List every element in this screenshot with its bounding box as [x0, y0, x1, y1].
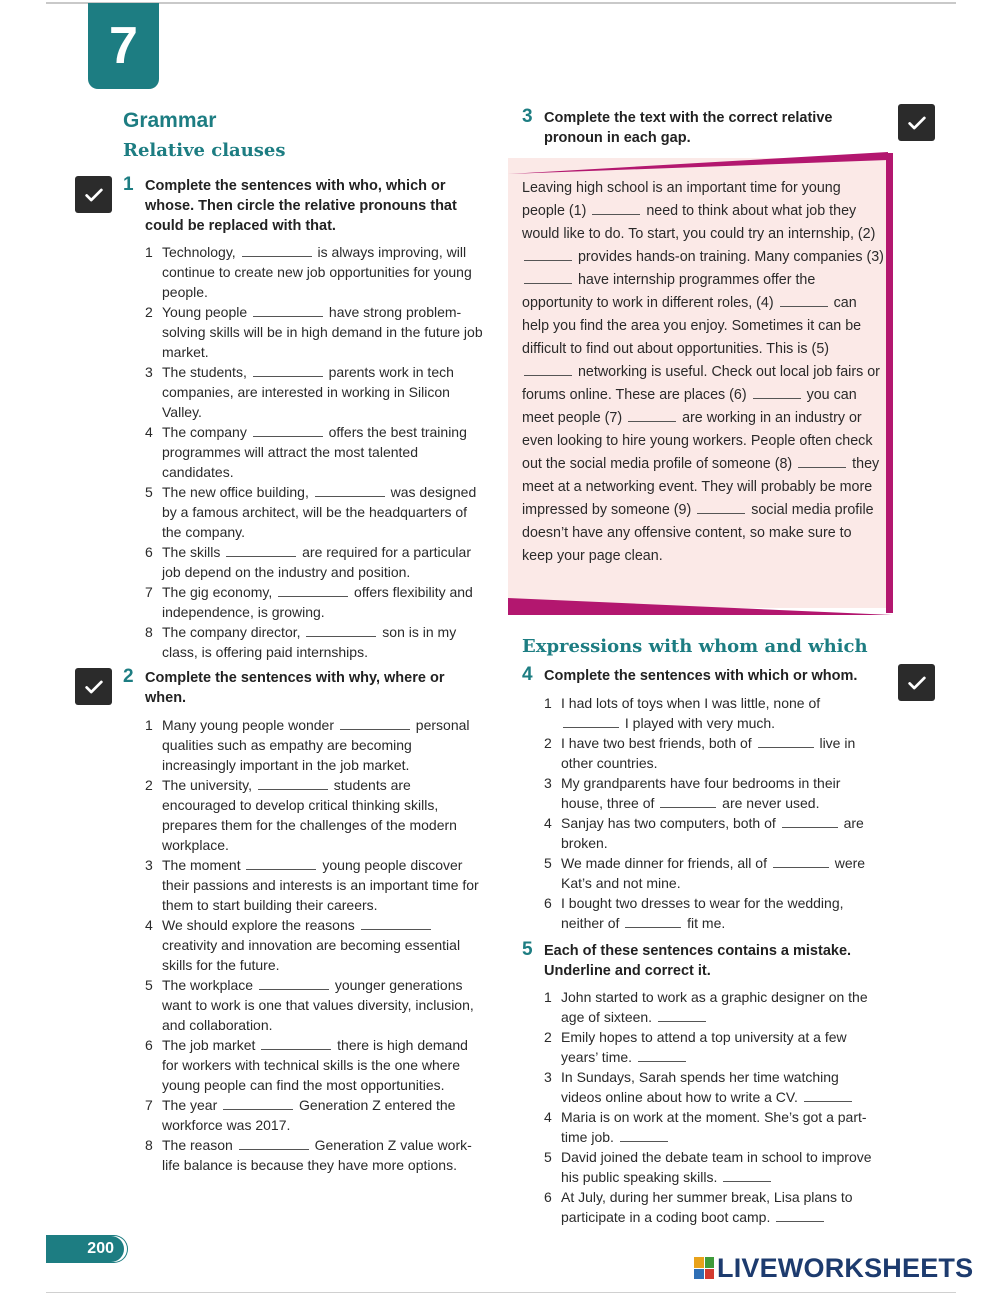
ex3-gap-blank[interactable] [524, 248, 572, 261]
ex2-item-text: Generation Z entered the workforce was 2017. [162, 1097, 456, 1133]
ex4-item-text: We made dinner for friends, all of [561, 855, 771, 871]
ex2-item-number: 7 [145, 1097, 153, 1113]
ex2-item-number: 5 [145, 977, 153, 993]
ex2-item-text: The year [162, 1097, 222, 1113]
ex3-passage-text: networking is useful. Check out local job fairs or forums online. These are places (6) [522, 364, 880, 403]
ex1-item-number: 7 [145, 584, 153, 600]
ex3-gap-blank[interactable] [524, 271, 572, 284]
ex5-item-text: In Sundays, Sarah spends her time watching videos online about how to write a CV. [561, 1069, 839, 1105]
ex2-item [145, 1135, 480, 1175]
ex4-answer-blank[interactable] [625, 915, 681, 928]
ex1-item-number: 3 [145, 364, 153, 380]
ex4-item-text: were Kat’s and not mine. [561, 855, 866, 891]
ex2-answer-blank[interactable] [340, 717, 410, 730]
ex3-passage-text: are working in an industry or even looking to hire young workers. People often check out the social media profile of someone (8) [522, 410, 873, 472]
ex2-item-number: 1 [145, 717, 153, 733]
ex4-instruction: Complete the sentences with which or whom. [544, 668, 858, 684]
ex1-item-number: 4 [145, 424, 153, 440]
ex5-answer-blank[interactable] [723, 1169, 771, 1182]
ex2-item [145, 1035, 480, 1095]
ex5-item [544, 987, 879, 1027]
ex5-item-text: Maria is on work at the moment. She’s got a part-time job. [561, 1109, 867, 1145]
ex5-item-text: Emily hopes to attend a top university at a few years’ time. [561, 1029, 847, 1065]
ex2-answer-blank[interactable] [261, 1037, 331, 1050]
ex1-item [145, 482, 485, 542]
ex1-list [145, 242, 485, 662]
ex1-answer-blank[interactable] [306, 624, 376, 637]
ex1-item-text: offers flexibility and independence, is growing. [162, 584, 473, 620]
ex1-instruction: Complete the sentences with who, which or whose. Then circle the relative pronouns that could be replaced with that. [145, 178, 457, 234]
ex1-item [145, 422, 485, 482]
ex4-item [544, 773, 879, 813]
ex1-item-text: The company director, [162, 624, 305, 640]
ex1-item-text: The company [162, 424, 251, 440]
ex2-item-text: younger generations want to work is one that values diversity, inclusion, and collaboration. [162, 977, 474, 1033]
ex1-answer-blank[interactable] [226, 544, 296, 557]
ex2-item-text: personal qualities such as empathy are becoming increasingly important in the job market. [162, 717, 470, 773]
ex2-item [145, 1095, 480, 1135]
ex2-item-number: 2 [145, 777, 153, 793]
ex2-item-text: The moment [162, 857, 245, 873]
ex2-item [145, 915, 480, 975]
ex5-answer-blank[interactable] [638, 1049, 686, 1062]
ex3-passage-text: have internship programmes offer the opportunity to work in different roles, (4) [522, 272, 816, 311]
ex2-item-number: 8 [145, 1137, 153, 1153]
ex3-instruction: Complete the text with the correct relative pronoun in each gap. [544, 110, 833, 146]
ex4-item-number: 1 [544, 695, 552, 711]
ex2-answer-blank[interactable] [239, 1137, 309, 1150]
ex1-item-text: son is in my class, is offering paid internships. [162, 624, 457, 660]
text-box-side-accent [886, 153, 893, 613]
section-subtitle-expressions: Expressions with whom and which [522, 636, 868, 657]
ex4-answer-blank[interactable] [660, 795, 716, 808]
ex3-passage-text: provides hands-on training. Many companies (3) [574, 249, 884, 265]
ex3-gap-blank[interactable] [780, 294, 828, 307]
ex1-item [145, 582, 485, 622]
ex4-item [544, 853, 879, 893]
ex3-passage-text: they meet at a networking event. They will probably be more impressed by someone (9) [522, 456, 880, 518]
section-subtitle: Relative clauses [123, 140, 286, 161]
ex2-item-text: The university, [162, 777, 256, 793]
ex3-number: 3 [522, 106, 533, 127]
check-icon [83, 676, 105, 698]
ex4-item-number: 4 [544, 815, 552, 831]
ex3-passage-text: Leaving high school is an important time for young people (1) [522, 180, 841, 219]
ex2-answer-blank[interactable] [223, 1097, 293, 1110]
ex3-passage-text: can help you find the area you enjoy. Sometimes it can be difficult to find out about opportunities. This is (5) [522, 295, 862, 357]
unit-number: 7 [109, 17, 138, 75]
ex1-item-text: have strong problem-solving skills will be in high demand in the future job market. [162, 304, 483, 360]
ex5-answer-blank[interactable] [620, 1129, 668, 1142]
ex2-item-text: young people discover their passions and interests is an important time for them to start building their careers. [162, 857, 479, 913]
page-number-text: 200 [87, 1240, 114, 1257]
ex1-item-number: 8 [145, 624, 153, 640]
ex2-list [145, 715, 480, 1175]
ex1-item [145, 362, 485, 422]
ex1-item-text: The skills [162, 544, 225, 560]
ex4-item [544, 813, 879, 853]
ex1-item-text: The students, [162, 364, 251, 380]
ex1-answer-blank[interactable] [242, 244, 312, 257]
ex1-item-text: Technology, [162, 244, 240, 260]
ex5-item-text: David joined the debate team in school to improve his public speaking skills. [561, 1149, 872, 1185]
ex1-item-text: offers the best training programmes will attract the most talented candidates. [162, 424, 467, 480]
ex5-item [544, 1067, 879, 1107]
ex1-item [145, 302, 485, 362]
ex4-item-text: live in other countries. [561, 735, 856, 771]
ex4-check-button[interactable] [898, 664, 935, 701]
ex1-number: 1 [123, 174, 134, 195]
ex5-item [544, 1107, 879, 1147]
ex2-answer-blank[interactable] [259, 977, 329, 990]
ex2-item-number: 6 [145, 1037, 153, 1053]
check-icon [83, 184, 105, 206]
ex3-passage-text: social media profile doesn’t have any offensive content, so make sure to keep your page clean. [522, 502, 874, 564]
ex4-item-text: I have two best friends, both of [561, 735, 756, 751]
ex2-item [145, 715, 480, 775]
ex1-item-text: are required for a particular job depend on the industry and position. [162, 544, 471, 580]
ex2-item [145, 775, 480, 855]
check-icon [906, 672, 928, 694]
ex4-item-number: 3 [544, 775, 552, 791]
ex2-item-text: The job market [162, 1037, 260, 1053]
ex2-item-text: We should explore the reasons [162, 917, 359, 933]
ex2-answer-blank[interactable] [361, 917, 431, 930]
ex5-item [544, 1147, 879, 1187]
ex1-check-button[interactable] [75, 176, 112, 213]
ex3-check-button[interactable] [898, 104, 935, 141]
ex3-passage-text: you can meet people (7) [522, 387, 857, 426]
ex1-item-number: 1 [145, 244, 153, 260]
ex1-item [145, 542, 485, 582]
ex1-item-text: The new office building, [162, 484, 313, 500]
ex2-item-text: there is high demand for workers with technical skills is the one where young people can find the most opportunities. [162, 1037, 468, 1093]
ex1-answer-blank[interactable] [253, 304, 323, 317]
ex1-item-number: 2 [145, 304, 153, 320]
ex1-item-number: 5 [145, 484, 153, 500]
ex1-answer-blank[interactable] [315, 484, 385, 497]
ex2-check-button[interactable] [75, 668, 112, 705]
ex4-item [544, 893, 879, 933]
ex4-number: 4 [522, 664, 533, 685]
ex1-item-text: Young people [162, 304, 252, 320]
ex5-item-number: 6 [544, 1189, 552, 1205]
ex5-answer-blank[interactable] [658, 1009, 706, 1022]
ex1-answer-blank[interactable] [278, 584, 348, 597]
ex4-answer-blank[interactable] [782, 815, 838, 828]
ex3-passage [522, 177, 884, 568]
ex4-item-number: 2 [544, 735, 552, 751]
ex3-gap-blank[interactable] [753, 386, 801, 399]
ex4-item [544, 733, 879, 773]
ex4-item-number: 6 [544, 895, 552, 911]
ex3-gap-blank[interactable] [697, 501, 745, 514]
ex1-item [145, 622, 485, 662]
ex2-answer-blank[interactable] [258, 777, 328, 790]
ex2-item-number: 3 [145, 857, 153, 873]
ex2-instruction: Complete the sentences with why, where or when. [145, 670, 445, 706]
ex3-passage-text: need to think about what job they would like to do. To start, you could try an internship, (2) [522, 203, 876, 242]
ex4-item-text: I bought two dresses to wear for the wedding, neither of [561, 895, 844, 931]
ex1-answer-blank[interactable] [253, 424, 323, 437]
ex4-item-text: I had lots of toys when I was little, none of [561, 695, 821, 711]
ex2-item [145, 975, 480, 1035]
top-rule [46, 2, 956, 4]
ex4-item-text: are never used. [718, 795, 820, 811]
ex2-item-text: Generation Z value work-life balance is because they have more options. [162, 1137, 472, 1173]
ex5-item-number: 1 [544, 989, 552, 1005]
ex4-item-text: Sanjay has two computers, both of [561, 815, 780, 831]
check-icon [906, 112, 928, 134]
ex5-answer-blank[interactable] [776, 1209, 824, 1222]
ex2-item-text: creativity and innovation are becoming essential skills for the future. [162, 937, 461, 973]
ex4-answer-blank[interactable] [563, 715, 619, 728]
ex4-answer-blank[interactable] [758, 735, 814, 748]
bottom-rule [46, 1292, 956, 1293]
ex4-item-text: I played with very much. [621, 715, 776, 731]
unit-number-badge [88, 3, 159, 89]
ex1-item-number: 6 [145, 544, 153, 560]
ex5-item-number: 5 [544, 1149, 552, 1165]
ex3-gap-blank[interactable] [524, 363, 572, 376]
ex1-item [145, 242, 485, 302]
ex2-item-text: The reason [162, 1137, 237, 1153]
ex2-item-number: 4 [145, 917, 153, 933]
ex4-answer-blank[interactable] [773, 855, 829, 868]
ex2-item-text: The workplace [162, 977, 257, 993]
ex5-item-number: 3 [544, 1069, 552, 1085]
ex5-item-number: 2 [544, 1029, 552, 1045]
ex5-item-text: At July, during her summer break, Lisa plans to participate in a coding boot camp. [561, 1189, 853, 1225]
ex5-list [544, 987, 879, 1227]
ex2-item-text: Many young people wonder [162, 717, 338, 733]
ex1-item-text: is always improving, will continue to create new job opportunities for young people. [162, 244, 472, 300]
ex4-item-text: are broken. [561, 815, 864, 851]
ex1-item-text: parents work in tech companies, are interested in working in Silicon Valley. [162, 364, 454, 420]
ex3-gap-blank[interactable] [628, 409, 676, 422]
ex4-item-number: 5 [544, 855, 552, 871]
ex5-number: 5 [522, 939, 533, 960]
ex3-gap-blank[interactable] [798, 455, 846, 468]
page-number [46, 1236, 124, 1262]
liveworksheets-logo[interactable] [694, 1253, 973, 1283]
logo-text: LIVEWORKSHEETS [717, 1252, 974, 1283]
ex4-item-text: My grandparents have four bedrooms in their house, three of [561, 775, 841, 811]
ex4-item [544, 693, 879, 733]
logo-mark-icon [694, 1257, 714, 1279]
section-title: Grammar [123, 109, 217, 132]
ex5-item-text: John started to work as a graphic designer on the age of sixteen. [561, 989, 868, 1025]
ex5-item-number: 4 [544, 1109, 552, 1125]
ex2-number: 2 [123, 666, 134, 687]
ex4-list [544, 693, 879, 933]
ex5-instruction: Each of these sentences contains a mistake. Underline and correct it. [544, 943, 852, 979]
ex1-item-text: The gig economy, [162, 584, 277, 600]
ex5-answer-blank[interactable] [804, 1089, 852, 1102]
ex2-item [145, 855, 480, 915]
ex1-item-text: was designed by a famous architect, will be the headquarters of the company. [162, 484, 477, 540]
ex5-item [544, 1027, 879, 1067]
ex5-item [544, 1187, 879, 1227]
ex1-answer-blank[interactable] [253, 364, 323, 377]
ex2-item-text: students are encouraged to develop critical thinking skills, prepares them for the challenges of the modern workplace. [162, 777, 457, 853]
ex3-gap-blank[interactable] [592, 202, 640, 215]
ex2-answer-blank[interactable] [246, 857, 316, 870]
ex4-item-text: fit me. [683, 915, 726, 931]
